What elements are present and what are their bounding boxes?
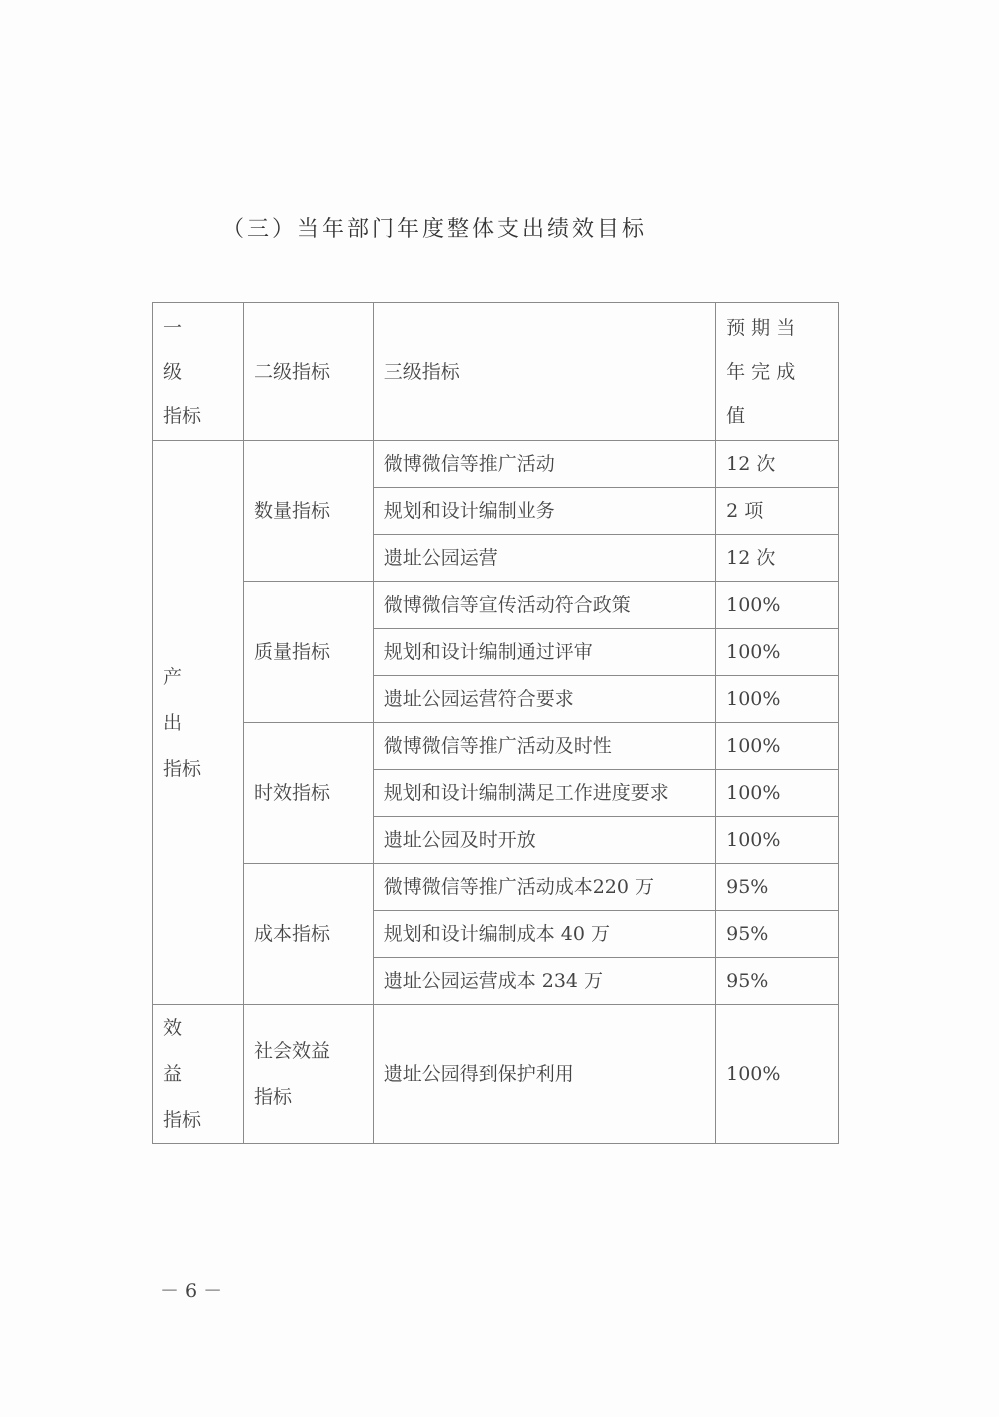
value-cell: 95% — [716, 864, 839, 911]
level2-quantity: 数量指标 — [244, 441, 374, 582]
value-cell: 100% — [716, 817, 839, 864]
indicator-cell: 微博微信等推广活动成本220 万 — [373, 864, 715, 911]
indicator-cell: 遗址公园运营符合要求 — [373, 676, 715, 723]
value-cell: 12 次 — [716, 441, 839, 488]
header-level1 — [153, 303, 244, 441]
level1-benefit — [153, 1005, 244, 1144]
value-cell: 95% — [716, 958, 839, 1005]
header-level2: 二级指标 — [244, 303, 374, 441]
table-row — [153, 723, 839, 770]
indicator-cell: 微博微信等推广活动及时性 — [373, 723, 715, 770]
indicator-cell: 微博微信等宣传活动符合政策 — [373, 582, 715, 629]
indicator-cell: 规划和设计编制满足工作进度要求 — [373, 770, 715, 817]
value-cell: 100% — [716, 629, 839, 676]
value-cell: 100% — [716, 1005, 839, 1144]
indicator-cell: 规划和设计编制业务 — [373, 488, 715, 535]
performance-goals-table — [152, 302, 839, 1144]
value-cell: 100% — [716, 723, 839, 770]
header-level1-line2: 指标 — [163, 404, 202, 427]
level2-timeliness: 时效指标 — [244, 723, 374, 864]
value-cell: 100% — [716, 582, 839, 629]
section-title: （三）当年部门年度整体支出绩效目标 — [222, 217, 648, 242]
indicator-cell: 遗址公园及时开放 — [373, 817, 715, 864]
level2-social-line2: 指标 — [254, 1086, 293, 1108]
header-expected-line3: 值 — [726, 404, 746, 427]
level1-benefit-line2: 指标 — [163, 1109, 202, 1131]
indicator-cell: 规划和设计编制通过评审 — [373, 629, 715, 676]
header-expected — [716, 303, 839, 441]
value-cell: 12 次 — [716, 535, 839, 582]
level2-cost: 成本指标 — [244, 864, 374, 1005]
value-cell: 100% — [716, 676, 839, 723]
table-row — [153, 864, 839, 911]
header-level3: 三级指标 — [373, 303, 715, 441]
page-number: － 6 － — [160, 1280, 223, 1302]
indicator-cell: 遗址公园运营 — [373, 535, 715, 582]
table-row — [153, 441, 839, 488]
value-cell: 2 项 — [716, 488, 839, 535]
level2-social-benefit — [244, 1005, 374, 1144]
level1-output-line1: 产 出 — [163, 665, 203, 734]
level1-output-line2: 指标 — [163, 757, 202, 780]
value-cell: 100% — [716, 770, 839, 817]
indicator-cell: 遗址公园得到保护利用 — [373, 1005, 715, 1144]
level2-social-line1: 社会效益 — [254, 1040, 331, 1062]
header-expected-line2: 年 完 成 — [726, 360, 796, 383]
indicator-cell: 微博微信等推广活动 — [373, 441, 715, 488]
level2-quality: 质量指标 — [244, 582, 374, 723]
level1-benefit-line1: 效 益 — [163, 1017, 203, 1085]
table-row — [153, 582, 839, 629]
table-header-row — [153, 303, 839, 441]
value-cell: 95% — [716, 911, 839, 958]
header-expected-line1: 预 期 当 — [726, 316, 796, 339]
indicator-cell: 规划和设计编制成本 40 万 — [373, 911, 715, 958]
table-row — [153, 1005, 839, 1144]
header-level1-line1: 一 级 — [163, 316, 203, 383]
indicator-cell: 遗址公园运营成本 234 万 — [373, 958, 715, 1005]
level1-output — [153, 441, 244, 1005]
